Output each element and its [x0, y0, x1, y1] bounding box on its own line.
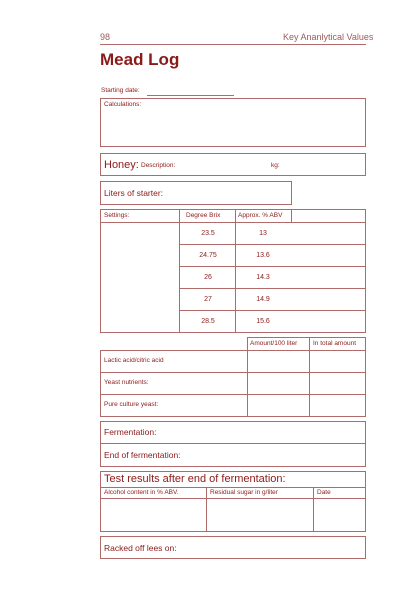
additives-col-divider [247, 350, 248, 417]
liters-of-starter-label: Liters of starter: [104, 188, 164, 198]
pure-culture-yeast-label: Pure culture yeast: [104, 401, 159, 408]
in-total-amount-header: In total amount [313, 340, 356, 347]
settings-col-divider [291, 209, 292, 223]
starting-date-label: Starting date: [101, 87, 140, 94]
abv-value: 14.9 [256, 296, 270, 303]
brix-value: 27 [204, 296, 212, 303]
settings-table [100, 209, 366, 333]
honey-description-label: Description: [141, 162, 176, 169]
date-header: Date [317, 489, 331, 496]
end-of-fermentation-label: End of fermentation: [104, 450, 181, 460]
residual-sugar-header: Residual sugar in g/liter [210, 489, 278, 496]
abv-value: 13 [259, 230, 267, 237]
brix-value: 24.75 [199, 252, 217, 259]
test-results-header-rule [100, 498, 366, 499]
additives-header-divider [309, 337, 310, 351]
settings-row-rule [180, 310, 366, 311]
header-rule [100, 44, 366, 45]
racked-off-lees-label: Racked off lees on: [104, 543, 177, 553]
yeast-nutrients-label: Yeast nutrients: [104, 379, 149, 386]
abv-value: 14.3 [256, 274, 270, 281]
approx-abv-header: Approx. % ABV [238, 212, 283, 219]
additives-row-rule [100, 372, 366, 373]
liters-of-starter-box[interactable] [100, 181, 292, 205]
test-results-col-divider [313, 487, 314, 532]
settings-row-rule [180, 288, 366, 289]
additives-col-divider [309, 350, 310, 417]
abv-value: 15.6 [256, 318, 270, 325]
page-number: 98 [100, 32, 111, 42]
amount-per-100-liter-header: Amount/100 liter [250, 340, 298, 347]
brix-value: 28.5 [201, 318, 215, 325]
settings-header-rule [100, 222, 366, 223]
fermentation-label: Fermentation: [104, 427, 157, 437]
test-results-title-rule [100, 487, 366, 488]
brix-value: 23.5 [201, 230, 215, 237]
section-title: Key Ananlytical Values [283, 32, 374, 42]
test-results-title: Test results after end of fermentation: [104, 473, 286, 485]
lactic-acid-label: Lactic acid/citric acid [104, 357, 164, 364]
alcohol-content-header: Alcohol content in % ABV. [104, 489, 179, 496]
degree-brix-header: Degree Brix [186, 212, 221, 219]
additives-row-rule [100, 394, 366, 395]
page-title: Mead Log [100, 50, 180, 69]
abv-value: 13.6 [256, 252, 270, 259]
starting-date-field[interactable] [147, 95, 234, 96]
settings-header: Settings: [104, 212, 130, 219]
racked-off-lees-box[interactable] [100, 536, 366, 559]
calculations-label: Calculations: [104, 101, 142, 108]
settings-row-rule [180, 266, 366, 267]
settings-col-divider [179, 209, 180, 333]
honey-box[interactable] [100, 153, 366, 176]
settings-col-divider [235, 209, 236, 333]
honey-label: Honey: [104, 159, 139, 171]
honey-kg-label: kg: [271, 162, 280, 169]
fermentation-divider [100, 443, 366, 444]
test-results-col-divider [206, 487, 207, 532]
settings-row-rule [180, 244, 366, 245]
calculations-box[interactable] [100, 98, 366, 147]
brix-value: 26 [204, 274, 212, 281]
